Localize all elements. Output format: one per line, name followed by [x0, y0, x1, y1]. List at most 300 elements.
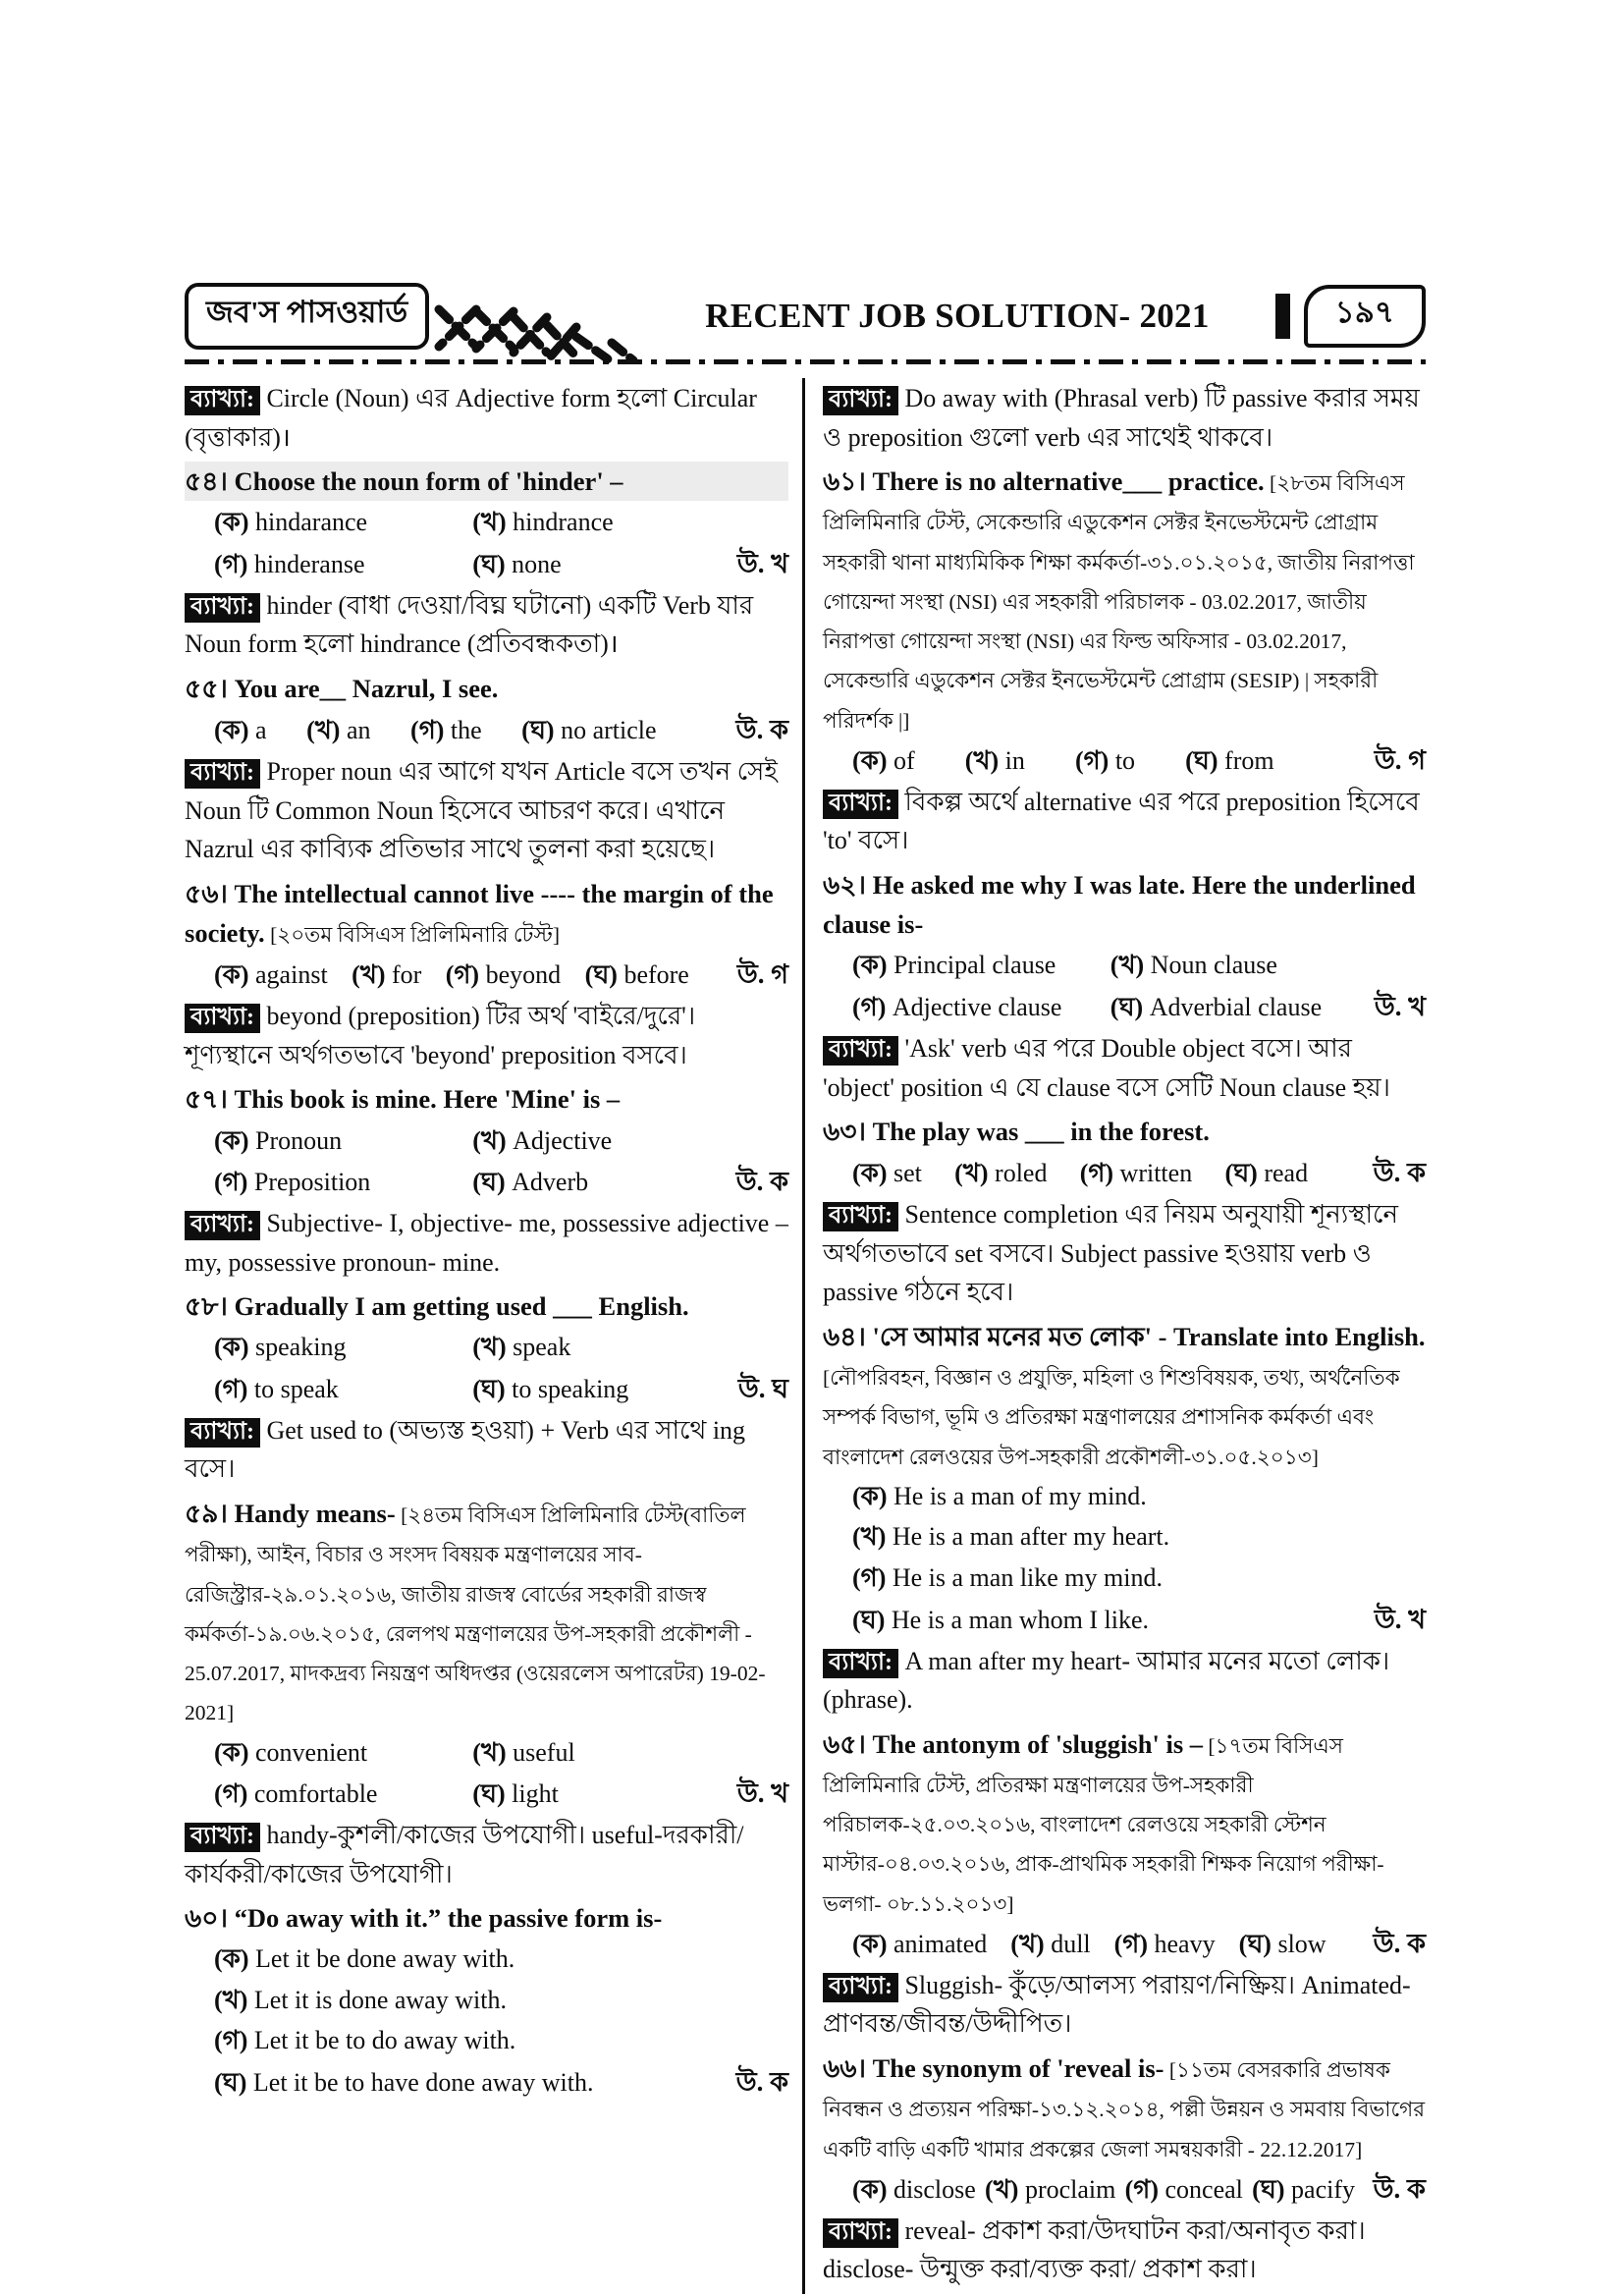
option-row	[823, 1153, 1426, 1193]
option-text: hinderanse	[253, 549, 365, 578]
option-key: (ক)	[852, 951, 894, 980]
question-head	[185, 874, 788, 954]
option	[1125, 2170, 1243, 2210]
option	[852, 946, 1110, 985]
option-text: a	[255, 716, 267, 745]
option	[521, 711, 656, 750]
option-row	[823, 946, 1426, 985]
option-text: pacify	[1291, 2174, 1355, 2204]
explanation	[823, 1195, 1426, 1312]
page-number-badge: ১৯৭	[1304, 285, 1426, 348]
explanation-label: ব্যাখ্যা:	[185, 1004, 260, 1033]
question-number: ৫৫।	[185, 673, 235, 703]
option-row	[185, 503, 788, 542]
option-text: Let it be done away with.	[255, 1944, 515, 1974]
question-number: ৬৫।	[823, 1728, 873, 1759]
option	[585, 956, 689, 995]
option	[985, 2170, 1115, 2210]
option	[472, 503, 731, 542]
explanation-label: ব্যাখ্যা:	[185, 1823, 260, 1852]
question-head	[823, 462, 1426, 738]
option-key: (ঘ)	[214, 2067, 253, 2097]
option-row	[823, 740, 1426, 781]
option-text: He is a man of my mind.	[893, 1481, 1147, 1510]
explanation	[185, 379, 788, 457]
explanation-text: beyond (preposition) টির অর্থ 'বাইরে/দুরে'। শূণ্যস্থানে অর্থগতভাবে 'beyond' preposition বসবে।	[185, 1002, 696, 1069]
option	[410, 711, 482, 750]
question-source: [১১তম বেসরকারি প্রভাষক নিবন্ধন ও প্রত্যয়ন পরিক্ষা-১৩.১২.২০১৪, পল্লী উন্নয়ন ও সমবায় বিভাগের একটি বাড়ি একটি খামার প্রকল্পের জেলা সমন্বয়কারী - 22.12.2017]	[823, 2057, 1426, 2161]
option-row	[823, 2169, 1426, 2210]
explanation	[823, 379, 1426, 457]
option-key: (ক)	[852, 1481, 894, 1510]
option-key: (খ)	[472, 1125, 514, 1155]
answer-badge: উ. গ	[736, 959, 788, 990]
option-key: (ঘ)	[1252, 2174, 1292, 2204]
option-text: Let it is done away with.	[253, 1985, 507, 2014]
option	[965, 741, 1025, 781]
explanation-label: ব্যাখ্যা:	[185, 1418, 260, 1448]
explanation-label: ব্যাখ্যা:	[185, 593, 260, 623]
answer-badge: উ. গ	[1374, 744, 1426, 775]
option	[472, 1328, 731, 1367]
option-key: (ঘ)	[472, 1779, 513, 1809]
option-key: (খ)	[306, 716, 347, 745]
option-key: (খ)	[1110, 951, 1151, 980]
option-key: (ক)	[214, 960, 256, 990]
question-number: ৬৬।	[823, 2052, 873, 2083]
option-text: the	[450, 716, 482, 745]
publisher-logo-badge: জব'স পাসওয়ার্ড	[185, 283, 429, 350]
option-row	[823, 1477, 1426, 1516]
option-row	[185, 544, 788, 584]
explanation-text: বিকল্প অর্থে alternative এর পরে preposition হিসেবে 'to' বসে।	[823, 787, 1420, 855]
option	[472, 1733, 731, 1773]
explanation-text: 'Ask' verb এর পরে Double object বসে। আর 'object' position এ যে clause বসে সেটি Noun clause হয়।	[823, 1034, 1390, 1102]
question-source: [২৮তম বিসিএস প্রিলিমিনারি টেস্ট, সেকেন্ডারি এডুকেশন সেক্টর ইনভেস্টমেন্ট প্রোগ্রাম সহকারী থানা মাধ্যমিকিক শিক্ষা কর্মকর্তা-৩১.০১.২০১৫, জাতীয় নিরাপত্তা গোয়েন্দা সংস্থা (NSI) এর সহকারী পরিচালক - 03.02.2017, জাতীয় নিরাপত্তা গোয়েন্দা সংস্থা (NSI) এর ফিল্ড অফিসার - 03.02.2017, সেকেন্ডারি এডুকেশন সেক্টর ইনভেস্টমেন্ট প্রোগ্রাম (SESIP) | সহকারী পরিদর্শক |]	[823, 471, 1415, 733]
option-text: hindrance	[513, 508, 614, 537]
content-columns	[185, 378, 1426, 2294]
option	[1010, 1925, 1090, 1964]
option-key: (গ)	[214, 1779, 254, 1809]
option-text: disclose	[893, 2174, 976, 2204]
option	[214, 545, 472, 584]
option	[214, 503, 472, 542]
page-header	[185, 283, 1426, 350]
question-text: Gradually I am getting used ___ English.	[234, 1291, 689, 1322]
option	[1224, 1154, 1308, 1193]
option	[214, 1121, 472, 1161]
option-text: to speaking	[512, 1374, 629, 1403]
answer-badge: উ. খ	[736, 1778, 788, 1809]
option-key: (খ)	[852, 1522, 893, 1552]
option	[472, 1370, 731, 1409]
option	[852, 741, 915, 781]
question-text: The synonym of 'reveal is-	[872, 2052, 1164, 2083]
option-text: before	[623, 960, 689, 990]
option-text: heavy	[1154, 1929, 1216, 1958]
explanation	[185, 1411, 788, 1489]
option-text: light	[512, 1779, 559, 1809]
question-text: The play was ___ in the forest.	[872, 1117, 1210, 1147]
question-head	[823, 1317, 1426, 1475]
option-text: none	[512, 549, 562, 578]
question-block	[823, 1724, 1426, 1964]
question-block	[185, 1494, 788, 1814]
option-text: in	[1004, 745, 1025, 775]
question-head	[185, 669, 788, 708]
question-head	[185, 1286, 788, 1326]
question-number: ৫৭।	[185, 1084, 235, 1115]
option-text: an	[346, 716, 371, 745]
option-text: Adverb	[512, 1168, 589, 1197]
question-text: “Do away with it.” the passive form is-	[234, 1903, 663, 1934]
option-text: dull	[1051, 1929, 1091, 1958]
question-head	[823, 865, 1426, 945]
option-text: speaking	[255, 1333, 347, 1362]
question-source: [২০তম বিসিএস প্রিলিমিনারি টেস্ট]	[264, 922, 561, 947]
option-text: roled	[995, 1159, 1048, 1188]
question-source: [নৌপরিবহন, বিজ্ঞান ও প্রযুক্তি, মহিলা ও শিশুবিষয়ক, তথ্য, অর্থনৈতিক সম্পর্ক বিভাগ, ভূমি ও প্রতিরক্ষা মন্ত্রণালয়ের প্রশাসনিক কর্মকর্তা এবং বাংলাদেশ রেলওয়ের উপ-সহকারী প্রকৌশলী-৩১.০৫.২০১৩]	[823, 1366, 1400, 1469]
option-key: (ঘ)	[521, 716, 562, 745]
left-column	[185, 378, 805, 2294]
option-text: to speak	[253, 1374, 339, 1403]
explanation-text: Circle (Noun) এর Adjective form হলো Circular (বৃত্তাকার)।	[185, 384, 757, 452]
option	[852, 1154, 922, 1193]
question-number: ৬২।	[823, 869, 873, 900]
option-key: (গ)	[214, 2026, 254, 2055]
question-block	[823, 1317, 1426, 1640]
option-text: written	[1119, 1159, 1193, 1188]
question-head	[185, 1494, 788, 1731]
option-key: (ক)	[852, 2174, 894, 2204]
question-block	[185, 1079, 788, 1202]
option-row	[823, 1600, 1426, 1640]
option	[1075, 741, 1135, 781]
explanation	[823, 1642, 1426, 1720]
option-row	[185, 2062, 788, 2103]
question-number: ৬১।	[823, 466, 873, 497]
explanation	[823, 1966, 1426, 2044]
option	[214, 1733, 472, 1773]
option-text: from	[1224, 745, 1274, 775]
option-key: (খ)	[1010, 1929, 1052, 1958]
explanation	[823, 1029, 1426, 1107]
explanation-label: ব্যাখ্যা:	[185, 1211, 260, 1240]
option-key: (গ)	[1124, 2174, 1165, 2204]
question-text: The intellectual cannot live ---- the margin of the society.	[185, 878, 774, 948]
option-row	[185, 710, 788, 750]
explanation-label: ব্যাখ্যা:	[823, 1973, 898, 2002]
explanation-text: Get used to (অভ্যস্ত হওয়া) + Verb এর সাথে ing বসে।	[185, 1415, 746, 1484]
option-row	[185, 1328, 788, 1367]
option	[852, 1558, 1426, 1598]
option	[1080, 1154, 1193, 1193]
answer-badge: উ. ক	[1373, 1928, 1426, 1958]
option-key: (ঘ)	[1110, 993, 1150, 1021]
option-key: (খ)	[472, 1333, 514, 1362]
option-key: (গ)	[1074, 745, 1115, 775]
option-text: Let it be to do away with.	[253, 2026, 516, 2055]
explanation-label: ব্যাখ্যা:	[823, 2218, 898, 2248]
explanation-text: Sentence completion এর নিয়ম অনুযায়ী শূন্যস্থানে অর্থগতভাবে set বসবে। Subject passive হওয়ায় verb ও passive গঠনে হবে।	[823, 1200, 1399, 1307]
question-block	[185, 669, 788, 750]
question-source: [২৪তম বিসিএস প্রিলিমিনারি টেস্ট(বাতিল পরীক্ষা), আইন, বিচার ও সংসদ বিষয়ক মন্ত্রণালয়ের সাব-রেজিস্ট্রার-২৯.০১.২০১৬, জাতীয় রাজস্ব বোর্ডের সহকারী রাজস্ব কর্মকর্তা-১৯.০৬.২০১৫, রেলপথ মন্ত্রণালয়ের উপ-সহকারী প্রকৌশলী - 25.07.2017, মাদকদ্রব্য নিয়ন্ত্রণ অধিদপ্তর (ওয়েরলেস অপারেটর) 19-02-2021]	[185, 1503, 766, 1725]
option-key: (খ)	[985, 2174, 1025, 2204]
option	[214, 1775, 472, 1814]
option-row	[185, 1981, 788, 2020]
option-row	[185, 1369, 788, 1409]
option-key: (ক)	[214, 508, 256, 537]
option-key: (গ)	[214, 549, 254, 578]
option	[214, 1163, 472, 1202]
option-text: Noun clause	[1150, 951, 1277, 980]
question-block	[185, 874, 788, 996]
explanation	[185, 752, 788, 869]
option-key: (ঘ)	[1224, 1159, 1265, 1188]
option-key: (ঘ)	[1185, 745, 1225, 775]
option-key: (খ)	[964, 745, 1005, 775]
decorative-scribble-icon	[433, 300, 639, 364]
question-head	[823, 1724, 1426, 1922]
option-text: against	[255, 960, 328, 990]
option-key: (ঘ)	[852, 1605, 892, 1634]
option	[852, 1477, 1426, 1516]
right-column	[805, 378, 1426, 2294]
explanation	[185, 1816, 788, 1893]
option-key: (গ)	[1079, 1159, 1120, 1188]
answer-badge: উ. ক	[1373, 1158, 1426, 1188]
option	[214, 711, 267, 750]
option-text: Pronoun	[255, 1125, 343, 1155]
option-key: (খ)	[472, 508, 514, 537]
option-row	[185, 955, 788, 995]
explanation	[823, 2212, 1426, 2289]
option	[214, 1940, 788, 1979]
option	[852, 1601, 1375, 1640]
option	[214, 1370, 472, 1409]
explanation-text: handy-কুশলী/কাজের উপযোগী। useful-দরকারী/কার্যকরী/কাজের উপযোগী।	[185, 1821, 744, 1888]
explanation-text: hinder (বাধা দেওয়া/বিঘ্ন ঘটানো) একটি Verb যার Noun form হলো hindrance (প্রতিবন্ধকতা)।	[185, 590, 754, 659]
explanation	[823, 783, 1426, 860]
option-row	[185, 1940, 788, 1979]
option	[472, 1163, 731, 1202]
explanation-label: ব্যাখ্যা:	[823, 790, 898, 819]
option-key: (ক)	[852, 745, 894, 775]
option-text: animated	[893, 1929, 988, 1958]
option-row	[185, 2021, 788, 2060]
option-text: beyond	[485, 960, 562, 990]
option-key: (ঘ)	[1238, 1929, 1278, 1958]
option-text: to	[1114, 745, 1136, 775]
option-text: Adjective clause	[892, 993, 1062, 1021]
question-number: ৫৯।	[185, 1499, 235, 1528]
option-text: for	[391, 960, 422, 990]
question-head	[185, 462, 788, 501]
option-key: (খ)	[352, 960, 392, 990]
explanation-label: ব্যাখ্যা:	[823, 1202, 898, 1231]
option	[214, 1981, 788, 2020]
answer-badge: উ. ক	[1373, 2173, 1426, 2204]
option	[1114, 1925, 1216, 1964]
explanation-text: Do away with (Phrasal verb) টি passive করার সময় ও preposition গুলো verb এর সাথেই থাকবে।	[823, 384, 1420, 452]
option	[1239, 1925, 1326, 1964]
question-number: ৬০।	[185, 1903, 235, 1934]
option	[214, 2063, 736, 2103]
question-text: There is no alternative___ practice.	[872, 466, 1265, 497]
question-head	[185, 1079, 788, 1119]
explanation-text: A man after my heart- আমার মনের মতো লোক। (phrase).	[823, 1646, 1390, 1715]
answer-badge: উ. ক	[735, 2066, 788, 2097]
option-row	[185, 1162, 788, 1202]
question-head	[185, 1898, 788, 1938]
option-row	[185, 1774, 788, 1814]
question-block	[823, 865, 1426, 1027]
explanation-label: ব্যাখ্যা:	[185, 386, 260, 415]
question-text: He asked me why I was late. Here the underlined clause is-	[823, 869, 1416, 940]
page-number-bar	[1275, 294, 1290, 339]
explanation-label: ব্যাখ্যা:	[185, 759, 260, 789]
explanation-text: reveal- প্রকাশ করা/উদঘাটন করা/অনাবৃত করা। disclose- উন্মুক্ত করা/ব্যক্ত করা/ প্রকাশ করা।	[823, 2215, 1366, 2284]
option-text: no article	[561, 716, 657, 745]
option	[472, 1121, 731, 1161]
option	[954, 1154, 1047, 1193]
option-key: (গ)	[445, 960, 486, 990]
question-text: Handy means-	[234, 1499, 396, 1528]
option-row	[823, 1558, 1426, 1598]
option-text: slow	[1277, 1929, 1326, 1958]
question-text: The antonym of 'sluggish' is –	[872, 1728, 1204, 1759]
option-key: (গ)	[852, 1563, 893, 1592]
option	[1252, 2170, 1355, 2210]
question-block	[823, 2049, 1426, 2210]
option-text: useful	[513, 1737, 575, 1767]
option-row	[185, 1121, 788, 1161]
option-key: (ক)	[214, 716, 256, 745]
question-head	[823, 1112, 1426, 1151]
question-number: ৬৩।	[823, 1117, 873, 1147]
question-block	[823, 1112, 1426, 1193]
option-text: He is a man after my heart.	[892, 1522, 1170, 1552]
option-text: of	[893, 745, 915, 775]
question-head	[823, 2049, 1426, 2167]
option-text: Adverbial clause	[1149, 993, 1323, 1021]
answer-badge: উ. ক	[735, 715, 788, 745]
option-text: He is a man whom I like.	[891, 1605, 1149, 1634]
option-key: (গ)	[214, 1168, 254, 1197]
option	[852, 988, 1110, 1027]
option-key: (খ)	[954, 1159, 996, 1188]
option-text: He is a man like my mind.	[892, 1563, 1163, 1592]
option-text: Let it be to have done away with.	[252, 2067, 594, 2097]
explanation-text: Subjective- I, objective- me, possessive adjective – my, possessive pronoun- mine.	[185, 1209, 788, 1277]
question-text: This book is mine. Here 'Mine' is –	[234, 1084, 621, 1115]
option-key: (গ)	[410, 716, 451, 745]
answer-badge: উ. খ	[736, 548, 788, 578]
explanation-text: Proper noun এর আগে যখন Article বসে তখন সেই Noun টি Common Noun হিসেবে আচরণ করে। এখানে Nazrul এর কাব্যিক প্রতিভার সাথে তুলনা করা হয়েছে।	[185, 757, 778, 864]
answer-badge: উ. খ	[1374, 992, 1426, 1021]
option-key: (ক)	[214, 1737, 256, 1767]
option	[446, 956, 561, 995]
option	[852, 2170, 976, 2210]
question-number: ৬৪।	[823, 1321, 873, 1351]
option-text: set	[893, 1159, 922, 1188]
question-block	[185, 1898, 788, 2103]
option-key: (ক)	[214, 1944, 256, 1974]
option-key: (ঘ)	[472, 1374, 513, 1403]
answer-badge: উ. খ	[1374, 1604, 1426, 1634]
option-key: (ঘ)	[472, 549, 513, 578]
option-key: (ঘ)	[472, 1168, 513, 1197]
question-text: 'সে আমার মনের মত লোক' - Translate into English.	[872, 1321, 1426, 1351]
option-key: (গ)	[214, 1374, 254, 1403]
option	[852, 1517, 1426, 1557]
question-text: Choose the noun form of 'hinder' –	[234, 466, 623, 497]
question-text: You are__ Nazrul, I see.	[234, 673, 499, 703]
header-divider	[185, 359, 1426, 364]
answer-badge: উ. ক	[735, 1167, 788, 1197]
option	[472, 1775, 731, 1814]
question-source: [১৭তম বিসিএস প্রিলিমিনারি টেস্ট, প্রতিরক্ষা মন্ত্রণালয়ের উপ-সহকারী পরিচালক-২৫.০৩.২০১৬, বাংলাদেশ রেলওয়ে সহকারী স্টেশন মাস্টার-০৪.০৩.২০১৬, প্রাক-প্রাথমিক সহকারী শিক্ষক নিয়োগ পরীক্ষা-ভলগা- ০৮.১১.২০১৩]	[823, 1733, 1384, 1916]
option-text: proclaim	[1024, 2174, 1116, 2204]
option	[1185, 741, 1273, 781]
explanation	[185, 586, 788, 664]
page-title: RECENT JOB SOLUTION- 2021	[705, 297, 1210, 335]
option-text: Preposition	[253, 1168, 371, 1197]
option-text: speak	[513, 1333, 571, 1362]
option-row	[823, 987, 1426, 1027]
explanation-text: Sluggish- কুঁড়ে/আলস্য পরায়ণ/নিষ্ক্রিয়। Animated-প্রাণবন্ত/জীবন্ত/উদ্দীপিত।	[823, 1970, 1411, 2039]
option	[352, 956, 421, 995]
question-number: ৫৪।	[185, 466, 235, 497]
option-key: (ক)	[852, 1159, 894, 1188]
option	[214, 2021, 788, 2060]
option	[306, 711, 370, 750]
option-key: (খ)	[472, 1737, 514, 1767]
option-key: (ঘ)	[584, 960, 624, 990]
page-number-group	[1275, 285, 1426, 348]
option-key: (গ)	[852, 993, 893, 1021]
option	[1110, 946, 1369, 985]
explanation-label: ব্যাখ্যা:	[823, 1649, 898, 1678]
option	[214, 956, 328, 995]
option-row	[823, 1517, 1426, 1557]
option	[852, 1925, 987, 1964]
option	[1110, 988, 1369, 1027]
explanation	[185, 997, 788, 1074]
question-block	[823, 462, 1426, 781]
answer-badge: উ. ঘ	[737, 1373, 788, 1403]
option-text: Principal clause	[893, 951, 1056, 980]
option-text: Adjective	[513, 1125, 613, 1155]
question-block	[185, 462, 788, 584]
explanation-label: ব্যাখ্যা:	[823, 386, 898, 415]
option-key: (ক)	[214, 1125, 256, 1155]
option-text: convenient	[255, 1737, 368, 1767]
explanation	[185, 1204, 788, 1282]
option-text: read	[1264, 1159, 1309, 1188]
question-block	[185, 1286, 788, 1409]
option-key: (ক)	[214, 1333, 256, 1362]
option-key: (ক)	[852, 1929, 894, 1958]
option-key: (খ)	[214, 1985, 254, 2014]
option-text: comfortable	[253, 1779, 378, 1809]
question-number: ৫৮।	[185, 1291, 235, 1322]
explanation-label: ব্যাখ্যা:	[823, 1036, 898, 1066]
option-text: conceal	[1164, 2174, 1243, 2204]
option-row	[823, 1924, 1426, 1964]
option-text: hindarance	[255, 508, 368, 537]
option-row	[185, 1733, 788, 1773]
